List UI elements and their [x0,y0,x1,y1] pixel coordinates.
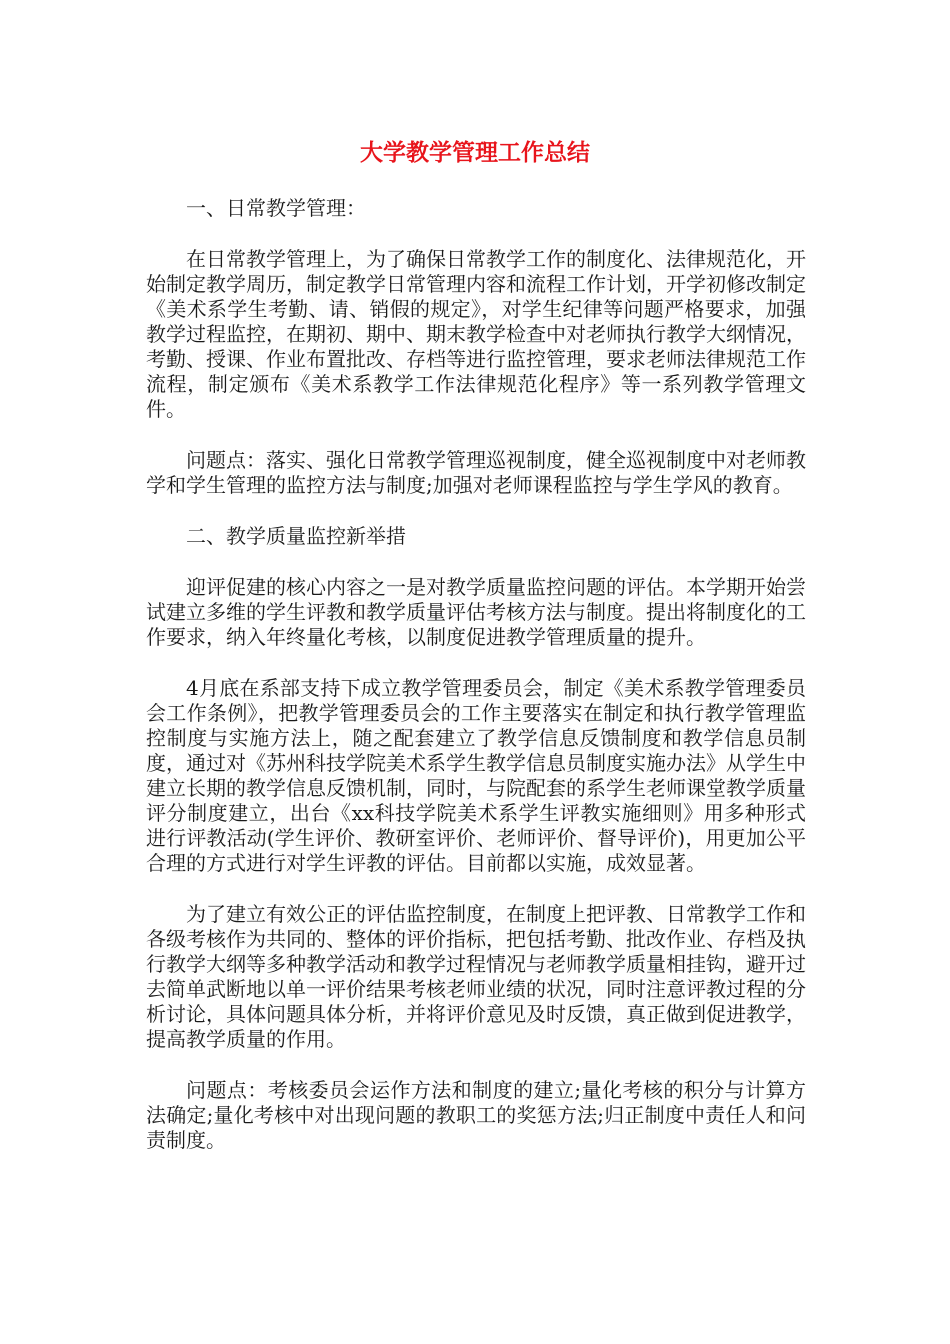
document-body [146,196,806,1179]
paragraph-evaluation-core: 迎评促建的核心内容之一是对教学质量监控问题的评估。本学期开始尝试建立多维的学生评教和教学质量评估考核方法与制度。提出将制度化的工作要求，纳入年终量化考核，以制度促进教学管理质量的提升。 [146,575,806,649]
paragraph-issues-assessment: 问题点：考核委员会运作方法和制度的建立;量化考核的积分与计算方法确定;量化考核中对出现问题的教职工的奖惩方法;归正制度中责任人和问责制度。 [146,1078,806,1152]
paragraph-committee: 4月底在系部支持下成立教学管理委员会，制定《美术系教学管理委员会工作条例》，把教学管理委员会的工作主要落实在制定和执行教学管理监控制度与实施方法上，随之配套建立了教学信息反馈制度和教学信息员制度，通过对《苏州科技学院美术系学生教学信息员制度实施办法》从学生中建立长期的教学信息反馈机制，同时，与院配套的系学生老师课堂教学质量评分制度建立，出台《xx科技学院美术系学生评教实施细则》用多种形式进行评教活动(学生评价、教研室评价、老师评价、督导评价)，用更加公平合理的方式进行对学生评教的评估。目前都以实施，成效显著。 [146,676,806,875]
paragraph-daily-management: 在日常教学管理上，为了确保日常教学工作的制度化、法律规范化，开始制定教学周历，制定教学日常管理内容和流程工作计划，开学初修改制定《美术系学生考勤、请、销假的规定》，对学生纪律等问题严格要求，加强教学过程监控，在期初、期中、期末教学检查中对老师执行教学大纲情况，考勤、授课、作业布置批改、存档等进行监控管理，要求老师法律规范工作流程，制定颁布《美术系教学工作法律规范化程序》等一系列教学管理文件。 [146,247,806,421]
paragraph-issues-daily: 问题点：落实、强化日常教学管理巡视制度，健全巡视制度中对老师教学和学生管理的监控方法与制度;加强对老师课程监控与学生学风的教育。 [146,448,806,497]
section-heading-quality-monitoring: 二、教学质量监控新举措 [186,524,406,548]
paragraph-evaluation-system: 为了建立有效公正的评估监控制度，在制度上把评教、日常教学工作和各级考核作为共同的、整体的评价指标，把包括考勤、批改作业、存档及执行教学大纲等多种教学活动和教学过程情况与老师教学质量相挂钩，避开过去简单武断地以单一评价结果考核老师业绩的状况，同时注意评教过程的分析讨论，具体问题具体分析，并将评价意见及时反馈，真正做到促进教学，提高教学质量的作用。 [146,902,806,1051]
section-heading-daily-management: 一、日常教学管理： [186,196,366,220]
document-title: 大学教学管理工作总结 [360,140,590,166]
